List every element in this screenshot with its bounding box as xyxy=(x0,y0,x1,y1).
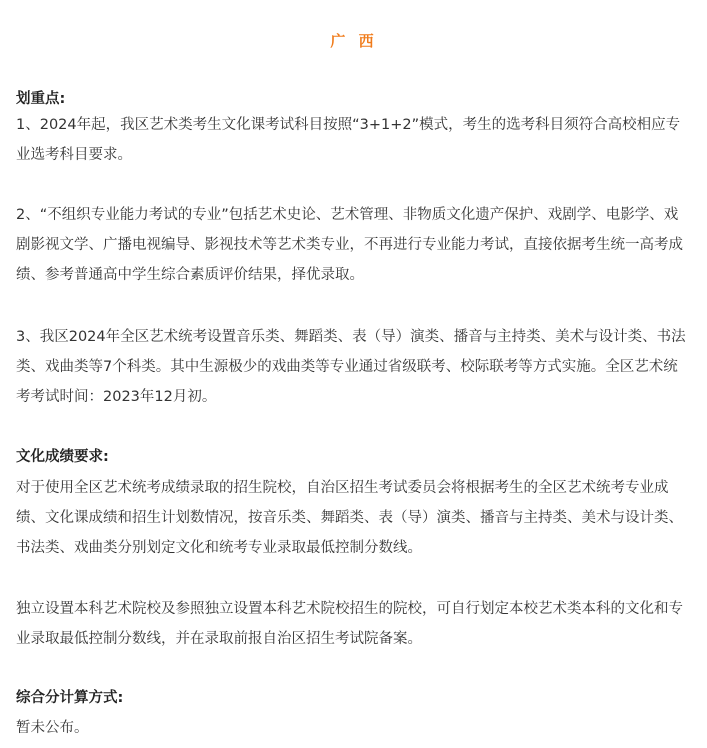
culture-score-paragraph-1: 对于使用全区艺术统考成绩录取的招生院校，自治区招生考试委员会将根据考生的全区艺术统考专业成绩、文化课成绩和招生计划数情况，按音乐类、舞蹈类、表（导）演类、播音与主持类、美术与设计类、书法类、戏曲类分别划定文化和统考专业录取最低控制分数线。 xyxy=(16,480,683,556)
page-title: 广 西 xyxy=(330,32,378,50)
section-heading-composite-score: 综合分计算方式: xyxy=(16,690,124,706)
section-heading-key-points: 划重点: xyxy=(16,91,66,107)
key-point-3: 3、我区2024年全区艺术统考设置音乐类、舞蹈类、表（导）演类、播音与主持类、美术与设计类、书法类、戏曲类等7个科类。其中生源极少的戏曲类等专业通过省级联考、校际联考等方式实施。全区艺术统考考试时间：2023年12月初。 xyxy=(16,329,686,405)
section-heading-culture-score: 文化成绩要求: xyxy=(16,449,109,465)
composite-score-paragraph: 暂未公布。 xyxy=(16,720,89,736)
culture-score-paragraph-2: 独立设置本科艺术院校及参照独立设置本科艺术院校招生的院校，可自行划定本校艺术类本科的文化和专业录取最低控制分数线，并在录取前报自治区招生考试院备案。 xyxy=(16,601,683,647)
key-point-1: 1、2024年起，我区艺术类考生文化课考试科目按照“3+1+2”模式，考生的选考科目须符合高校相应专业选考科目要求。 xyxy=(16,117,681,163)
key-point-2: 2、“不组织专业能力考试的专业”包括艺术史论、艺术管理、非物质文化遗产保护、戏剧学、电影学、戏剧影视文学、广播电视编导、影视技术等艺术类专业，不再进行专业能力考试，直接依据考生统一高考成绩、参考普通高中学生综合素质评价结果，择优录取。 xyxy=(16,207,683,283)
